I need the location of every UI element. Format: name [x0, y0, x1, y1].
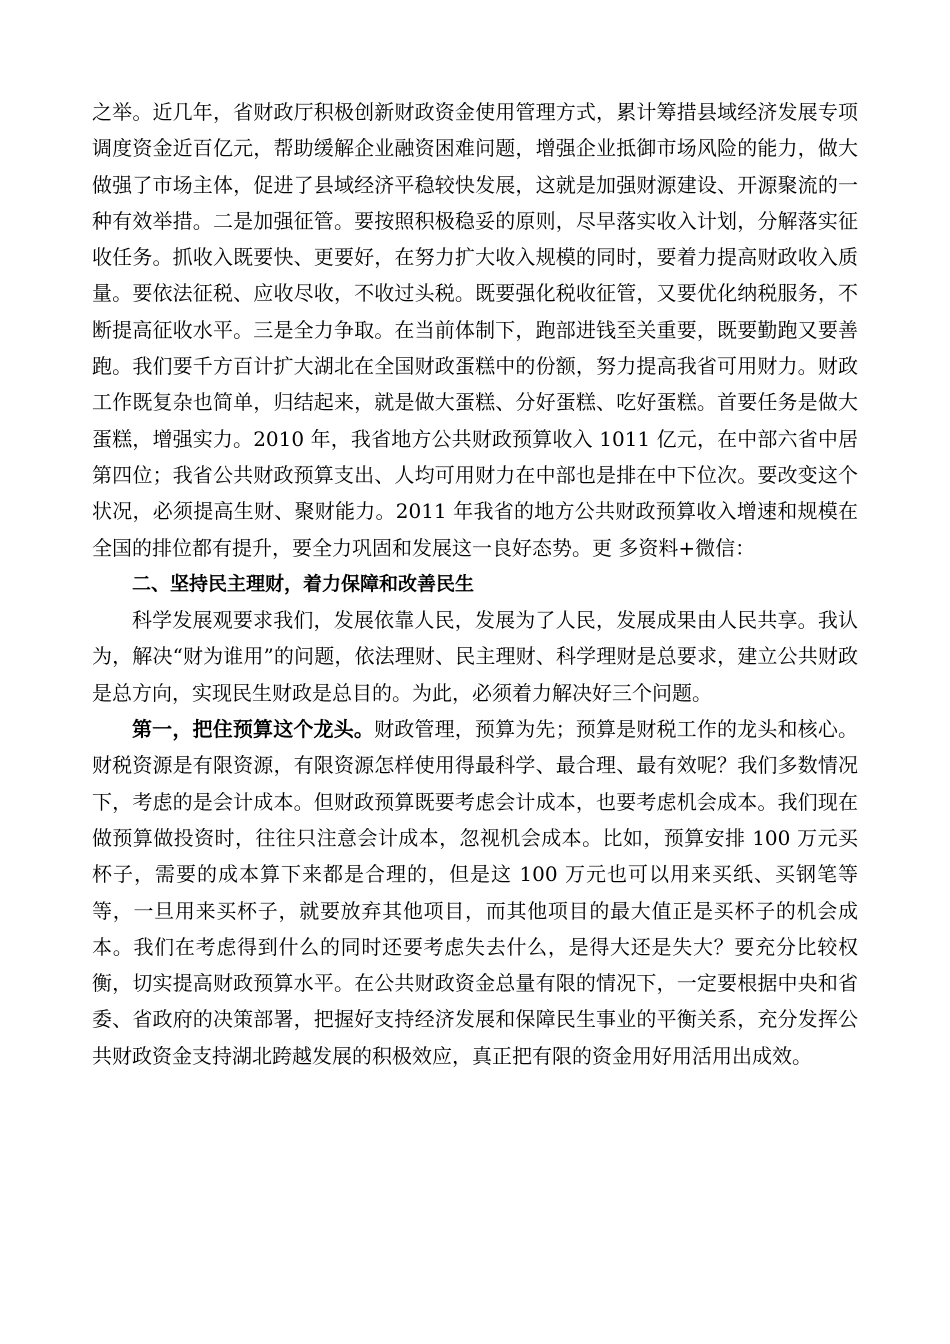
paragraph-3-body: 财政管理，预算为先；预算是财税工作的龙头和核心。财税资源是有限资源，有限资源怎样使用得最科学、最合理、最有效呢？我们多数情况下，考虑的是会计成本。但财政预算既要考虑会计成本，也要考虑机会成本。我们现在做预算做投资时，往往只注意会计成本，忽视机会成本。比如，预算安排 100 万元买杯子，需要的成本算下来都是合理的，但是这 100 万元也可以用来买纸、买钢笔等等，一旦用来买杯子，就要放弃其他项目，而其他项目的最大值正是买杯子的机会成本。我们在考虑得到什么的同时还要考虑失去什么，是得大还是失大？要充分比较权衡，切实提高财政预算水平。在公共财政资金总量有限的情况下，一定要根据中央和省委、省政府的决策部署，把握好支持经济发展和保障民生事业的平衡关系，充分发挥公共财政资金支持湖北跨越发展的积极效应，真正把有限的资金用好用活用出成效。 [92, 717, 859, 1068]
paragraph-2: 科学发展观要求我们，发展依靠人民，发展为了人民，发展成果由人民共享。我认为，解决“财为谁用”的问题，依法理财、民主理财、科学理财是总要求，建立公共财政是总方向，实现民生财政是总目的。为此，必须着力解决好三个问题。 [92, 608, 858, 705]
paragraph-1: 之举。近几年，省财政厅积极创新财政资金使用管理方式，累计筹措县域经济发展专项调度资金近百亿元，帮助缓解企业融资困难问题，增强企业抵御市场风险的能力，做大做强了市场主体，促进了县域经济平稳较快发展，这就是加强财源建设、开源聚流的一种有效举措。二是加强征管。要按照积极稳妥的原则，尽早落实收入计划，分解落实征收任务。抓收入既要快、更要好，在努力扩大收入规模的同时，要着力提高财政收入质量。要依法征税、应收尽收，不收过头税。既要强化税收征管，又要优化纳税服务，不断提高征收水平。三是全力争取。在当前体制下，跑部进钱至关重要，既要勤跑又要善跑。我们要千方百计扩大湖北在全国财政蛋糕中的份额，努力提高我省可用财力。财政工作既复杂也简单，归结起来，就是做大蛋糕、分好蛋糕、吃好蛋糕。首要任务是做大蛋糕，增强实力。2010 年，我省地方公共财政预算收入 1011 亿元，在中部六省中居第四位；我省公共财政预算支出、人均可用财力在中部也是排在中下位次。要改变这个状况，必须提高生财、聚财能力。2011 年我省的地方公共财政预算收入增速和规模在全国的排位都有提升，要全力巩固和发展这一良好态势。更 多资料+微信： [92, 100, 858, 560]
paragraph-3-lead: 第一，把住预算这个龙头。 [132, 717, 375, 742]
section-heading: 二、坚持民主理财，着力保障和改善民生 [132, 572, 475, 595]
paragraph-3 [92, 711, 858, 1074]
document-body [92, 94, 858, 1074]
